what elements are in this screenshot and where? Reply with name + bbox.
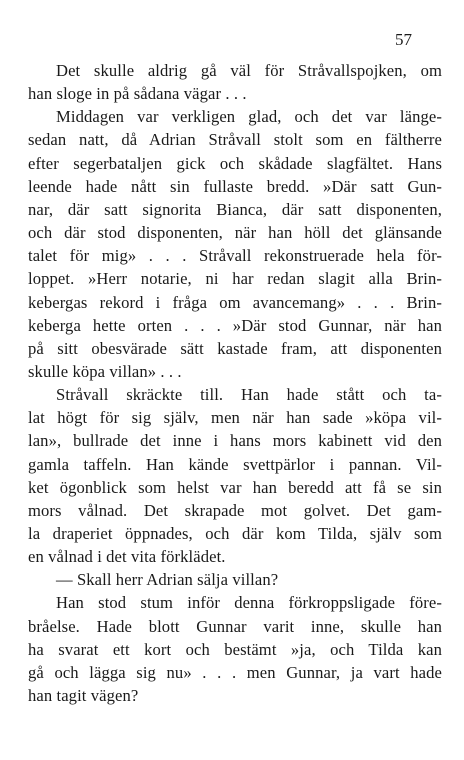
text-line: Han stod stum inför denna förkroppsligade före- <box>56 593 442 613</box>
text-line: la draperiet öppnades, och där kom Tilda, själv som <box>28 524 442 543</box>
text-line: Middagen var verkligen glad, och det var länge- <box>56 107 442 127</box>
text-line: han sloge in på sådana vägar . . . <box>28 84 247 104</box>
text-line: gå och lägga sig nu» . . . men Gunnar, ja vart hade <box>28 662 442 682</box>
text-line: — Skall herr Adrian sälja villan? <box>56 570 279 590</box>
text-line: leende hade nått sin fullaste bredd. »Där satt Gun- <box>28 176 442 196</box>
text-line: gamla taffeln. Han kände svettpärlor i pannan. Vil- <box>28 454 442 474</box>
text-line: på sitt obesvärade sätt kastade fram, att disponenten <box>28 338 442 358</box>
text-line: skulle köpa villan» . . . <box>28 361 182 381</box>
text-line: nar, där satt signorita Bianca, där satt disponenten, <box>28 199 442 219</box>
text-line: loppet. »Herr notarie, ni har redan slagit alla Brin- <box>28 269 442 289</box>
text-line: talet för mig» . . . Stråvall rekonstruerade hela för- <box>28 246 442 266</box>
text-line: bråelse. Hade blott Gunnar varit inne, skulle han <box>28 616 442 636</box>
text-line: keberga hette orten . . . »Där stod Gunnar, när han <box>28 315 442 335</box>
text-line: han tagit vägen? <box>28 686 139 706</box>
text-line: Det skulle aldrig gå väl för Stråvallspojken, om <box>56 61 442 80</box>
text-line: lat högt för sig själv, men när han sade »köpa vil- <box>28 408 442 428</box>
text-line: efter segerbataljen gick och skådade slagfältet. Hans <box>28 153 442 173</box>
text-line: mors vålnad. Det skrapade mot golvet. Det gam- <box>28 500 442 520</box>
text-line: sedan natt, då Adrian Stråvall stolt som en fältherre <box>28 130 442 150</box>
text-line: och där stod disponenten, när han höll det glänsande <box>28 223 442 243</box>
text-line: ha svarat ett kort och bestämt »ja, och Tilda kan <box>28 639 442 659</box>
text-line: en vålnad i det vita förklädet. <box>28 547 226 567</box>
text-line: Stråvall skräckte till. Han hade stått och ta- <box>56 385 442 405</box>
text-line: kebergas rekord i fråga om avancemang» . . . Brin- <box>28 292 442 312</box>
page-number: 57 <box>395 30 412 49</box>
text-line: ket ögonblick som helst var han beredd att få se sin <box>28 477 442 497</box>
text-line: lan», bullrade det inne i hans mors kabinett vid den <box>28 431 442 451</box>
